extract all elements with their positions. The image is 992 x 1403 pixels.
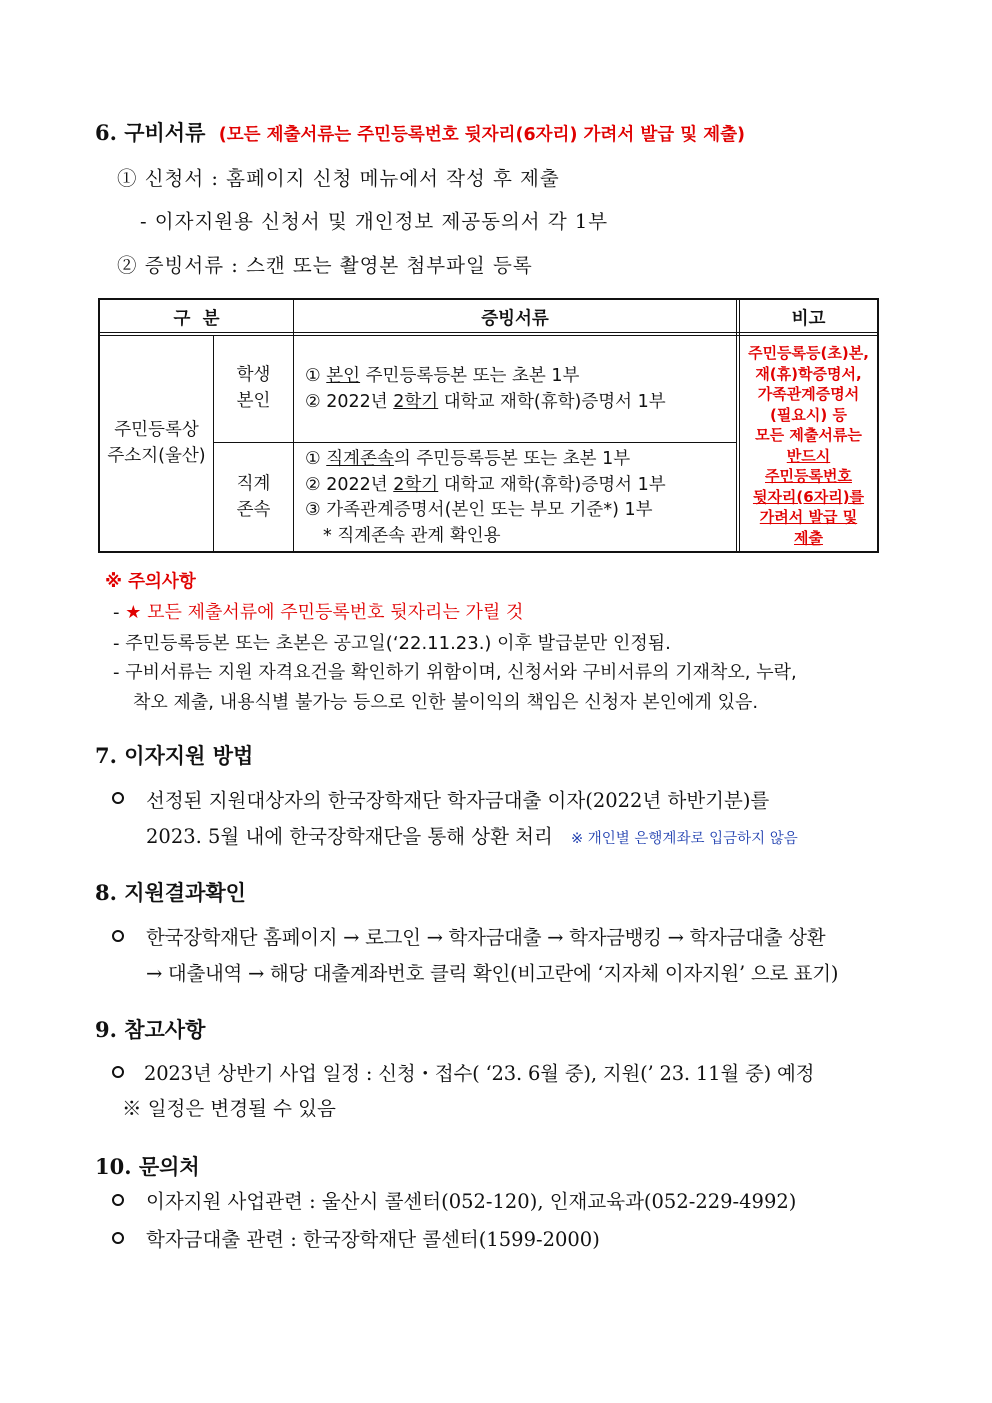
row-label-student [214,362,293,414]
row-parent-docs [305,447,666,549]
caution-item-3-line-1: - 구비서류는 지원 자격요건을 확인하기 위함이며, 신청서와 구비서류의 기재착오, 누락, [113,662,797,683]
section-10-title: 10. 문의처 [95,1154,200,1179]
section-7-note: ※ 개인별 은행계좌로 입금하지 않음 [571,831,798,847]
caution-item-2: - 주민등록등본 또는 초본은 공고일(‘22.11.23.) 이후 발급분만 인정됨. [113,633,671,654]
group-label-line-1: 주민등록상 [114,420,199,440]
section-10-line-1: 이자지원 사업관련 : 울산시 콜센터(052-120), 인재교육과(052-229-4992) [146,1190,797,1213]
evidence-documents-table [98,298,879,553]
application-form-item: ① 신청서 : 홈페이지 신청 메뉴에서 작성 후 제출 [117,167,560,190]
doc-line: ① 본인 주민등록등본 또는 초본 1부 [305,366,580,386]
header-remarks: 비고 [791,309,826,329]
row-label-parent-line-2: 존속 [236,500,271,520]
evidence-docs-item: ② 증빙서류 : 스캔 또는 촬영본 첨부파일 등록 [117,254,533,277]
bullet-circle-icon [112,792,124,804]
application-form-subitem: - 이자지원용 신청서 및 개인정보 제공동의서 각 1부 [140,210,609,233]
caution-title: ※ 주의사항 [105,572,196,592]
bullet-circle-icon [112,1232,124,1244]
header-evidence-docs: 증빙서류 [481,309,549,329]
section-8-title: 8. 지원결과확인 [95,880,246,905]
section-7-line-2: 2023. 5월 내에 한국장학재단을 통해 상환 처리 ※ 개인별 은행계좌로 입금하지 않음 [146,825,798,848]
bullet-circle-icon [112,1194,124,1206]
header-category: 구 분 [173,309,220,329]
section-6-title: 6. 구비서류 [95,120,206,145]
section-6-heading [95,117,745,147]
section-6-title-note: (모든 제출서류는 주민등록번호 뒷자리(6자리) 가려서 발급 및 제출) [218,125,746,145]
bullet-circle-icon [112,930,124,942]
doc-line: ② 2022년 2학기 대학교 재학(휴학)증명서 1부 [305,392,666,412]
section-8-line-2: → 대출내역 → 해당 대출계좌번호 클릭 확인(비고란에 ‘지자체 이자지원’ 으로 표기) [146,962,839,985]
group-label-line-2: 주소지(울산) [107,446,206,466]
section-8-line-1: 한국장학재단 홈페이지 → 로그인 → 학자금대출 → 학자금뱅킹 → 학자금대출 상환 [146,926,826,949]
row-label-student-line-2: 본인 [236,391,271,411]
bullet-circle-icon [112,1066,124,1078]
row-label-student-line-1: 학생 [236,365,271,385]
doc-line: * 직계존속 관계 확인용 [323,525,501,546]
doc-line: ① 직계존속의 주민등록등본 또는 초본 1부 [305,449,631,469]
section-10-line-2: 학자금대출 관련 : 한국장학재단 콜센터(1599-2000) [146,1228,600,1251]
section-9-line-2: ※ 일정은 변경될 수 있음 [122,1097,336,1120]
row-label-parent-line-1: 직계 [236,474,271,494]
section-9-title: 9. 참고사항 [95,1017,206,1042]
caution-item-1: - ★ 모든 제출서류에 주민등록번호 뒷자리는 가릴 것 [113,602,524,623]
doc-line: ② 2022년 2학기 대학교 재학(휴학)증명서 1부 [305,474,666,495]
group-label-address [100,417,213,469]
section-9-line-1: 2023년 상반기 사업 일정 : 신청・접수( ‘23. 6월 중), 지원(’ 23. 11월 중) 예정 [144,1062,815,1085]
doc-line: ③ 가족관계증명서(본인 또는 부모 기준*) 1부 [305,500,653,520]
section-7-line-1: 선정된 지원대상자의 한국장학재단 학자금대출 이자(2022년 하반기분)를 [146,789,770,812]
remarks-cell: 주민등록등(초)본, 재(휴)학증명서, 가족관계증명서 (필요시) 등 모든 제출서류는 반드시 주민등록번호 뒷자리(6자리)를 가려서 발급 및 제출 [748,344,869,547]
row-student-docs [305,363,666,415]
caution-item-3-line-2: 착오 제출, 내용식별 불가능 등으로 인한 불이익의 책임은 신청자 본인에게 있음. [133,692,759,713]
section-7-title: 7. 이자지원 방법 [95,743,254,768]
row-label-parent [214,471,293,523]
